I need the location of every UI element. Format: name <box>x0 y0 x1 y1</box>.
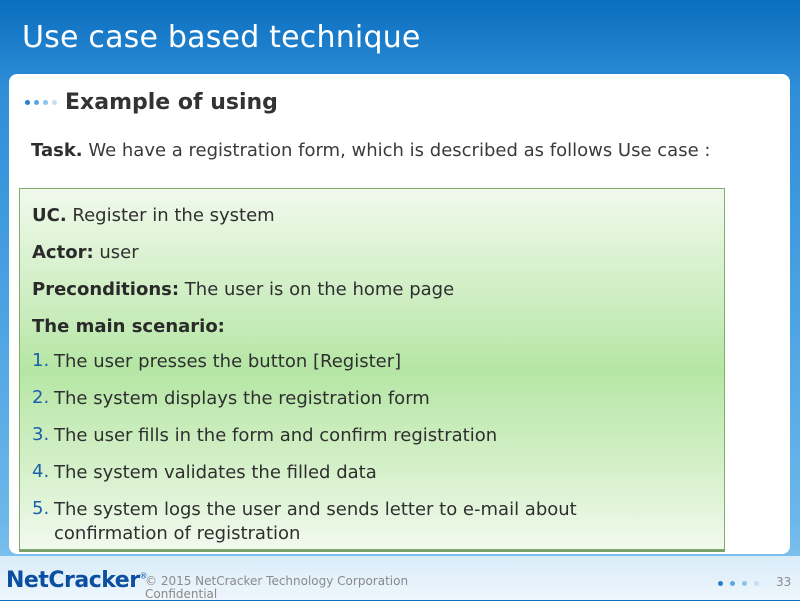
actor-label: Actor: <box>32 242 94 263</box>
scenario-label: The main scenario: <box>32 316 225 337</box>
dot-4 <box>52 100 57 105</box>
bullet-dots-icon <box>25 100 57 105</box>
dot-4 <box>754 581 759 586</box>
step-text-block <box>54 498 577 546</box>
step-number: 3. <box>32 424 50 445</box>
footer-dots-icon <box>718 581 759 586</box>
dot-3 <box>742 581 747 586</box>
task-label: Task. <box>31 140 83 161</box>
scenario-heading <box>32 316 225 337</box>
dot-1 <box>25 100 30 105</box>
use-case-box <box>19 188 725 550</box>
scenario-step-1 <box>32 350 401 374</box>
task-description <box>31 140 710 161</box>
task-text: We have a registration form, which is described as follows Use case : <box>82 140 711 161</box>
dot-3 <box>43 100 48 105</box>
preconditions-line <box>32 279 454 300</box>
step-number: 4. <box>32 461 50 482</box>
copyright-notice <box>145 575 445 601</box>
subheading-text: Example of using <box>65 90 278 115</box>
step-number: 5. <box>32 498 50 519</box>
copyright-line-1: © 2015 NetCracker Technology Corporation <box>145 574 409 588</box>
uc-label: UC. <box>32 205 67 226</box>
scenario-step-4 <box>32 461 377 485</box>
scenario-step-3 <box>32 424 497 448</box>
scenario-step-2 <box>32 387 430 411</box>
logo-text: NetCracker <box>6 568 140 593</box>
step-number: 1. <box>32 350 50 371</box>
step-number: 2. <box>32 387 50 408</box>
slide-footer <box>0 556 800 600</box>
slide-title: Use case based technique <box>22 20 421 55</box>
subheading <box>25 90 278 115</box>
scenario-step-5 <box>32 498 577 546</box>
preconditions-label: Preconditions: <box>32 279 180 300</box>
preconditions-value: The user is on the home page <box>179 279 455 300</box>
step-text: The system displays the registration form <box>54 388 430 409</box>
dot-2 <box>34 100 39 105</box>
dot-1 <box>718 581 723 586</box>
step-text-continuation: confirmation of registration <box>54 523 301 544</box>
step-text: The system validates the filled data <box>54 462 377 483</box>
actor-line <box>32 242 139 263</box>
page-number: 33 <box>776 575 792 589</box>
logo-registered-mark: ® <box>139 571 148 581</box>
step-text: The user fills in the form and confirm registration <box>54 425 498 446</box>
actor-value: user <box>93 242 139 263</box>
step-text: The system logs the user and sends letter to e-mail about <box>54 499 577 520</box>
uc-line <box>32 205 275 226</box>
netcracker-logo <box>6 568 147 593</box>
dot-2 <box>730 581 735 586</box>
copyright-line-2: Confidential <box>145 587 218 601</box>
content-panel <box>9 74 790 554</box>
uc-value: Register in the system <box>66 205 275 226</box>
step-text: The user presses the button [Register] <box>54 351 402 372</box>
